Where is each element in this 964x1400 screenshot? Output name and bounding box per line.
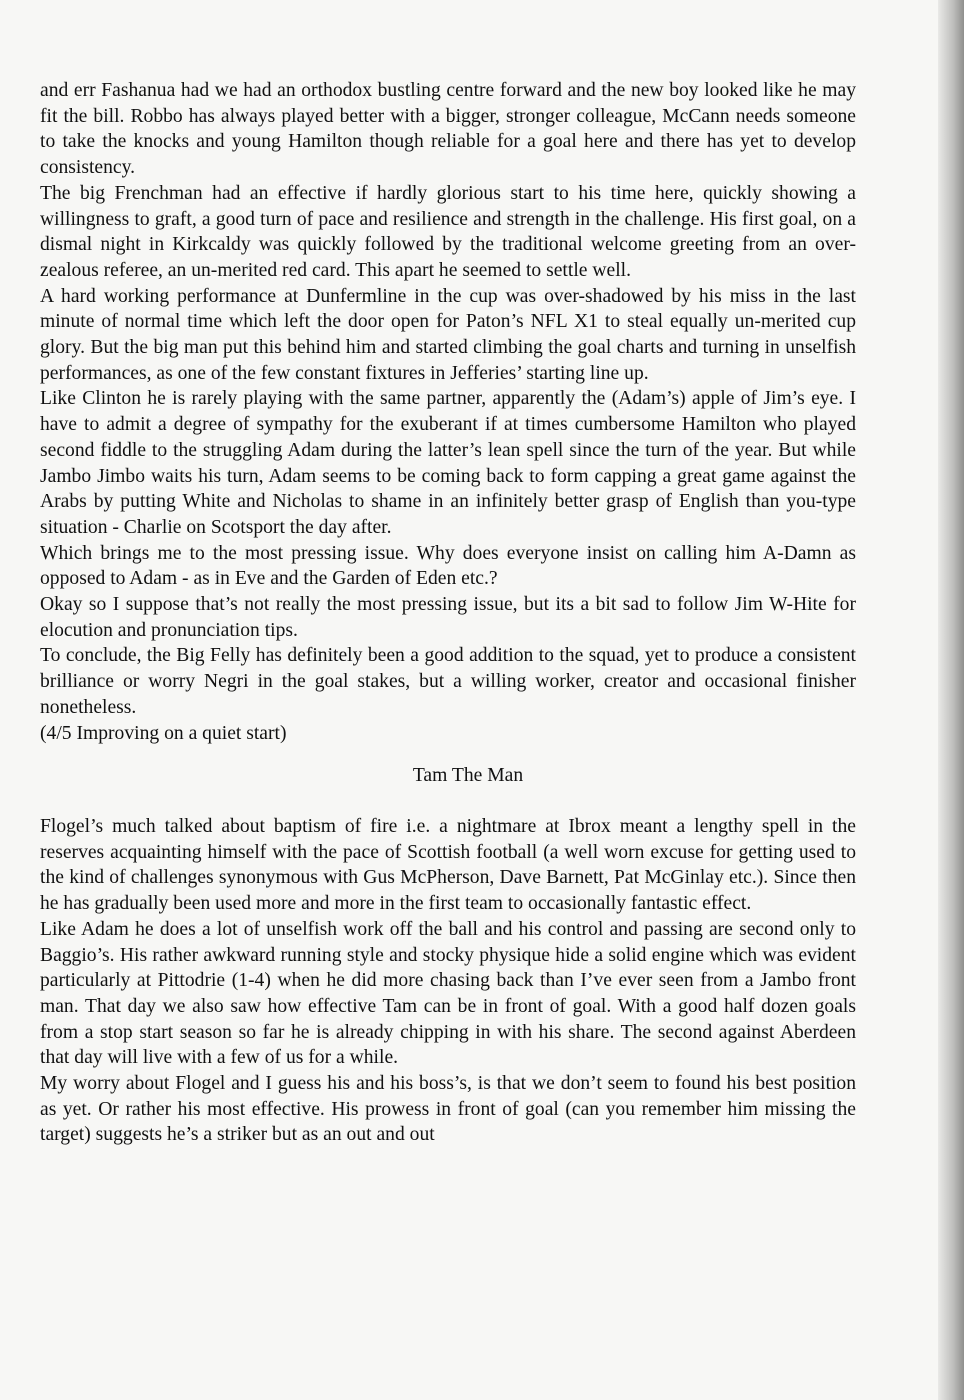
- page-edge: [938, 0, 964, 1400]
- paragraph: A hard working performance at Dunfermline in the cup was over-shadowed by his miss in the last minute of normal time which left the door open for Paton’s NFL X1 to steal equally un-merited cup glory. But the big man put this behind him and started climbing the goal charts and turning in unselfish performances, as one of the few constant fixtures in Jefferies’ starting line up.: [40, 285, 856, 384]
- paragraph: The big Frenchman had an effective if hardly glorious start to his time here, quickly showing a willingness to graft, a good turn of pace and resilience and strength in the challenge. His first goal, on a dismal night in Kirkcaldy was quickly followed by the traditional welcome greeting from an over-zealous referee, an un-merited red card. This apart he seemed to settle well.: [40, 182, 856, 281]
- paragraph: To conclude, the Big Felly has definitely been a good addition to the squad, yet to produce a consistent brilliance or worry Negri in the goal stakes, but a willing worker, creator and occasional finisher nonetheless.: [40, 645, 856, 718]
- section-heading: Tam The Man: [412, 765, 524, 787]
- paragraph: Okay so I suppose that’s not really the most pressing issue, but its a bit sad to follow Jim W-Hite for elocution and pronunciation tips.: [40, 594, 856, 641]
- paragraph: and err Fashanua had we had an orthodox bustling centre forward and the new boy looked like he may fit the bill. Robbo has always played better with a bigger, stronger colleague, McCann needs someone to take the knocks and young Hamilton though reliable for a goal here and there has yet to develop consistency.: [40, 80, 856, 179]
- rating-line: (4/5 Improving on a quiet start): [40, 722, 287, 744]
- paragraph: Like Adam he does a lot of unselfish work off the ball and his control and passing are second only to Baggio’s. His rather awkward running style and stocky physique hide a solid engine which was evident particularly at Pittodrie (1-4) when he did more chasing back than I’ve ever seen from a Jambo front man. That day we also saw how effective Tam can be in front of goal. With a good half dozen goals from a stop start season so far he is already chipping in with his share. The second against Aberdeen that day will live with a few of us for a while.: [40, 918, 856, 1069]
- paragraph: My worry about Flogel and I guess his and his boss’s, is that we don’t seem to found his best position as yet. Or rather his most effective. His prowess in front of goal (can you remember him missing the target) suggests he’s a striker but as an out and out: [40, 1073, 856, 1146]
- paragraph: Like Clinton he is rarely playing with the same partner, apparently the (Adam’s) apple of Jim’s eye. I have to admit a degree of sympathy for the exuberant if at times cumbersome Hamilton who played second fiddle to the struggling Adam during the latter’s lean spell since the turn of the year. But while Jambo Jimbo waits his turn, Adam seems to be coming back to form capping a great game against the Arabs by putting White and Nicholas to shame in an infinitely better grasp of English than you-type situation - Charlie on Scotsport the day after.: [40, 388, 856, 538]
- paragraph: Which brings me to the most pressing issue. Why does everyone insist on calling him A-Damn as opposed to Adam - as in Eve and the Garden of Eden etc.?: [40, 542, 856, 590]
- article-body: [40, 78, 856, 1148]
- paragraph: Flogel’s much talked about baptism of fire i.e. a nightmare at Ibrox meant a lengthy spell in the reserves acquainting himself with the pace of Scottish football (a well worn excuse for getting used to the kind of challenges synonymous with Gus McPherson, Dave Barnett, Pat McGinlay etc.). Since then he has gradually been used more and more in the first team to occasionally fantastic effect.: [40, 815, 856, 915]
